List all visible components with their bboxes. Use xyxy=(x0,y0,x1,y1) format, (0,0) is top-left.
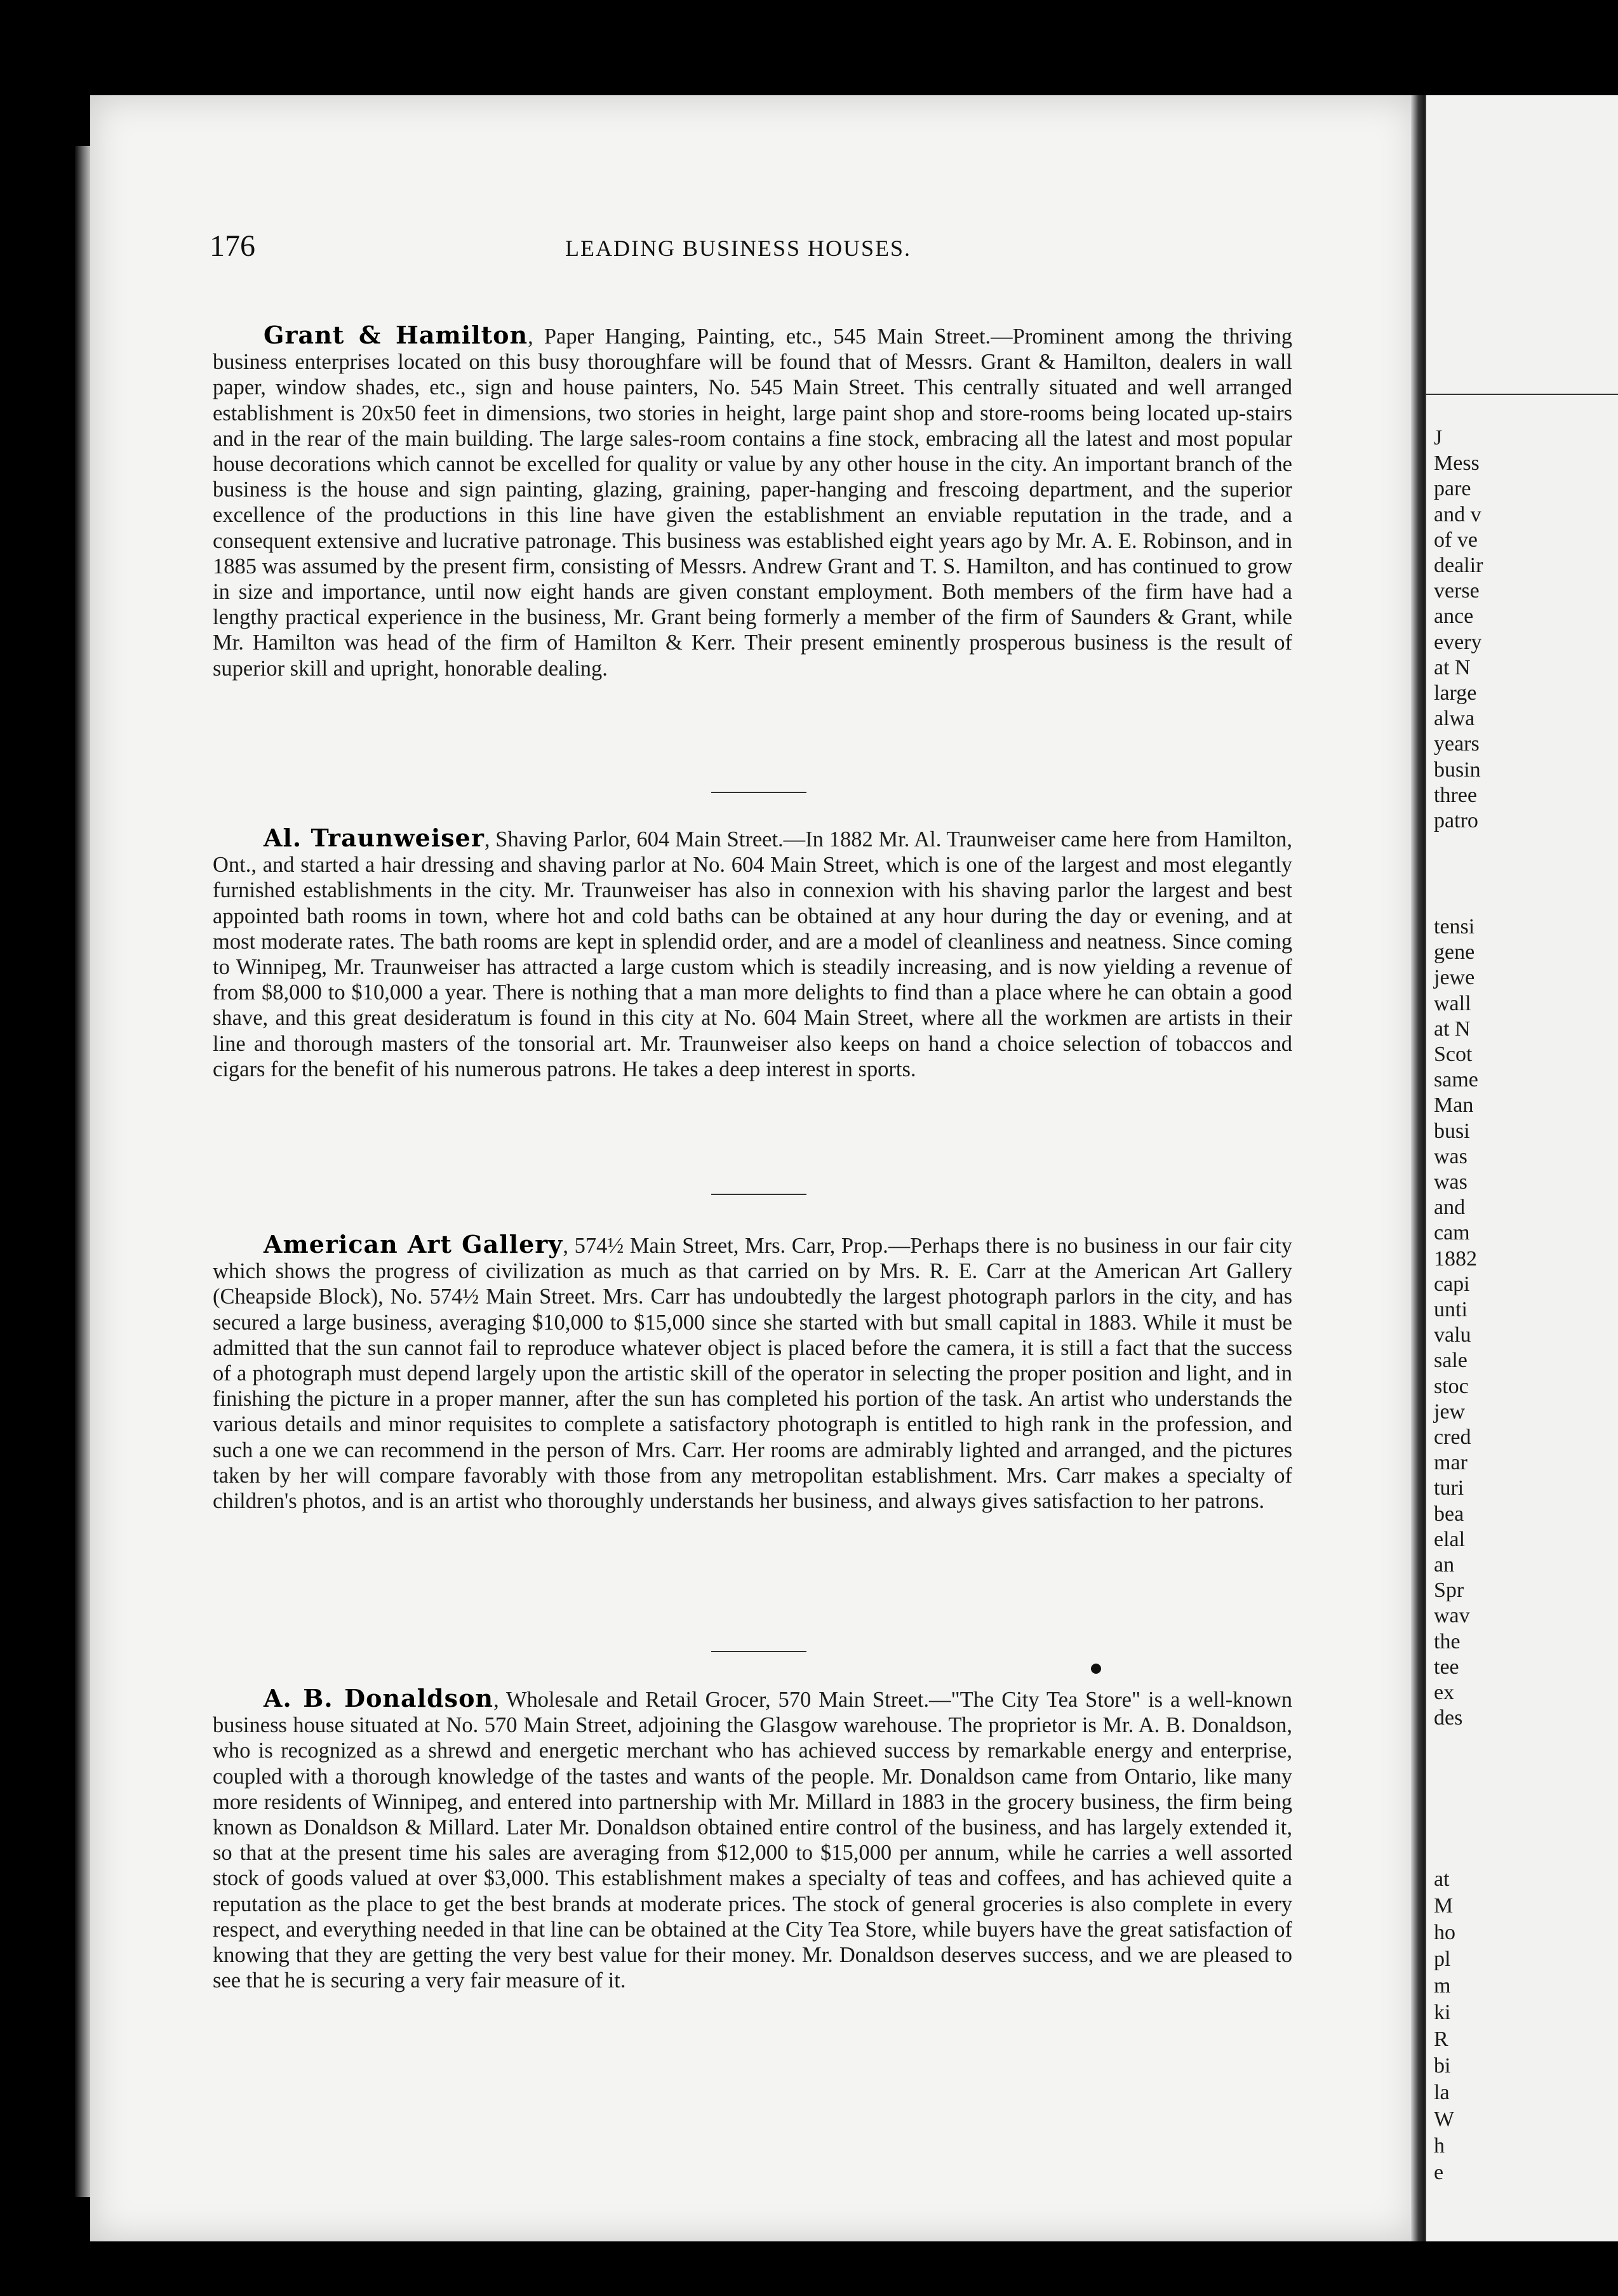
facing-page-fragment: verse xyxy=(1434,579,1480,603)
page-header xyxy=(210,229,1289,267)
entry-donaldson xyxy=(213,1686,1292,1993)
facing-page-fragment: la xyxy=(1434,2081,1450,2104)
facing-page-fragment: bi xyxy=(1434,2054,1451,2078)
facing-page-fragment: M xyxy=(1434,1894,1454,1918)
facing-page-fragment: at N xyxy=(1434,1017,1471,1041)
facing-page-fragment: valu xyxy=(1434,1323,1471,1347)
facing-page-fragment: m xyxy=(1434,1974,1451,1998)
facing-page-fragment: large xyxy=(1434,681,1477,705)
facing-page-fragment: ki xyxy=(1434,2001,1451,2024)
facing-page-fragment: dealir xyxy=(1434,554,1483,577)
facing-page-fragment: tee xyxy=(1434,1655,1459,1679)
entry-text: , 574½ Main Street, Mrs. Carr, Prop.—Perhaps there is no business in our fair city which shows the progress of civilization as much as that carried on by Mrs. R. E. Carr at the American Art Gallery (Cheapside Block), No. 574½ Main Street. Mrs. Carr has undoubtedly the largest photograph parlors in the city, and has secured a large business, averaging $10,000 to $15,000 since she started with but small capital in 1883. While it must be admitted that the sun cannot fail to reproduce whatever object is placed before the camera, it is still a fact that the success of a photograph must depend largely upon the artistic skill of the operator in selecting the proper position and light, and in finishing the picture in a proper manner, after the sun has completed his portion of the task. An artist who understands the various details and minor requisites to complete a satisfactory photograph is entitled to high rank in the profession, and such a one we can recommend in the person of Mrs. Carr. Her rooms are admirably lighted and arranged, and the pictures taken by her will compare favorably with those from any metropolitan establishment. Mrs. Carr makes a specialty of children's photos, and is an artist who thoroughly understands her business, and always gives satisfaction to her patrons. xyxy=(213,1234,1292,1514)
facing-page-fragment: the xyxy=(1434,1629,1461,1653)
entry-text: , Shaving Parlor, 604 Main Street.—In 1882 Mr. Al. Traunweiser came here from Hamilton, Ont., and started a hair dressing and shaving parlor at No. 604 Main Street, which is one of the largest and most elegantly furnished establishments in the city. Mr. Traunweiser has also in connexion with his shaving parlor the largest and best appointed bath rooms in town, where hot and cold baths can be obtained at any hour during the day or evening, and at most moderate rates. The bath rooms are kept in splendid order, and are a model of cleanliness and neatness. Since coming to Winnipeg, Mr. Traunweiser has attracted a large custom which is steadily increasing, and is now yielding a revenue of from $8,000 to $10,000 a year. There is nothing that a man more delights to find than a place where he can obtain a good shave, and this great desideratum is found in this city at No. 604 Main Street, where all the workmen are artists in their line and thorough masters of the tonsorial art. Mr. Traunweiser also keeps on hand a choice selection of tobaccos and cigars for the benefit of his numerous patrons. He takes a deep interest in sports. xyxy=(213,827,1292,1081)
facing-page-fragment: 1882 xyxy=(1434,1246,1477,1271)
page-number: 176 xyxy=(210,229,255,263)
facing-page-fragment: stoc xyxy=(1434,1374,1469,1398)
entry-name: Al. Traunweiser xyxy=(264,824,485,852)
entry-text: , Wholesale and Retail Grocer, 570 Main Street.—"The City Tea Store" is a well-known business house situated at No. 570 Main Street, adjoining the Glasgow warehouse. The proprietor is Mr. A. B. Donaldson, who is recognized as a shrewd and energetic merchant who has achieved success by remarkable energy and enterprise, coupled with a thorough knowledge of the tastes and wants of the people. Mr. Donaldson came from Ontario, like many more residents of Winnipeg, and entered into partnership with Mr. Millard in 1883 in the grocery business, the firm being known as Donaldson & Millard. Later Mr. Donaldson obtained entire control of the business, and has largely extended it, so that at the present time his sales are averaging from $12,000 to $15,000 per annum, while he carries a well assorted stock of goods valued at over $3,000. This establishment makes a specialty of teas and coffees, and has achieved quite a reputation as the place to get the best brands at moderate prices. The stock of general groceries is also complete in every respect, and everything needed in that line can be obtained at the City Tea Store, while buyers have the great satisfaction of knowing that they are getting the very best value for their money. Mr. Donaldson deserves success, and we are pleased to see that he is securing a very fair measure of it. xyxy=(213,1688,1292,1993)
facing-page-fragment: years xyxy=(1434,732,1480,756)
facing-page-fragment: an xyxy=(1434,1553,1455,1577)
facing-page-fragment: Spr xyxy=(1434,1578,1464,1603)
entry-name: A. B. Donaldson xyxy=(264,1684,494,1712)
facing-page-fragment: pare xyxy=(1434,477,1471,501)
facing-page-fragment: h xyxy=(1434,2134,1445,2158)
facing-page-fragment: pl xyxy=(1434,1947,1451,1971)
facing-page-fragment: alwa xyxy=(1434,707,1475,731)
facing-page-fragment: and v xyxy=(1434,502,1481,526)
facing-page-fragment: bea xyxy=(1434,1502,1464,1526)
facing-page-fragment: ance xyxy=(1434,604,1474,629)
divider xyxy=(711,1651,806,1652)
facing-page-fragment: sale xyxy=(1434,1349,1468,1373)
facing-page-fragment: cam xyxy=(1434,1221,1470,1245)
divider xyxy=(711,792,806,793)
facing-page-fragment: gene xyxy=(1434,940,1475,964)
entry-text: , Paper Hanging, Painting, etc., 545 Main Street.—Prominent among the thriving business enterprises located on this busy thoroughfare will be found that of Messrs. Grant & Hamilton, dealers in wall paper, window shades, etc., sign and house painters, No. 545 Main Street. This centrally situated and well arranged establishment is 20x50 feet in dimensions, two stories in height, large paint shop and store-rooms being located up-stairs and in the rear of the main building. The large sales-room contains a fine stock, embracing all the latest and most popular house decorations which cannot be excelled for quality or value by any other house in the city. An important branch of the business is the house and sign painting, glazing, graining, paper-hanging and frescoing department, and the superior excellence of the productions in this line have given the establishment an enviable reputation in the trade, and a consequent extensive and lucrative patronage. This business was established eight years ago by Mr. A. E. Robinson, and in 1885 was assumed by the present firm, consisting of Messrs. Andrew Grant and T. S. Hamilton, and has continued to grow in size and importance, until now eight hands are given constant employment. Both members of the firm have had a lengthy practical experience in the business, Mr. Grant being formerly a member of the firm of Saunders & Grant, while Mr. Hamilton was head of the firm of Hamilton & Kerr. Their present eminently prosperous business is the result of superior skill and upright, honorable dealing. xyxy=(213,324,1292,681)
facing-page-fragment: busi xyxy=(1434,1119,1470,1143)
facing-page-fragment: every xyxy=(1434,630,1482,654)
page-edge-shadow xyxy=(75,146,90,2197)
facing-page-fragment: ho xyxy=(1434,1921,1455,1944)
facing-page-fragment: at N xyxy=(1434,655,1471,679)
facing-page-fragment: ex xyxy=(1434,1681,1455,1704)
facing-page-fragment: J xyxy=(1434,426,1443,450)
facing-page-fragment: and xyxy=(1434,1196,1466,1220)
facing-page-fragment: three xyxy=(1434,783,1477,807)
facing-page-fragment: jewe xyxy=(1434,966,1475,990)
facing-page-fragment: of ve xyxy=(1434,528,1478,552)
facing-page-fragment: jew xyxy=(1434,1399,1466,1424)
facing-page-fragment: busin xyxy=(1434,758,1481,782)
facing-page-fragment: des xyxy=(1434,1706,1463,1730)
facing-page-fragment: mar xyxy=(1434,1451,1468,1475)
facing-page-fragment: R xyxy=(1434,2027,1448,2051)
facing-page xyxy=(1426,95,1618,2241)
facing-page-fragment: W xyxy=(1434,2107,1455,2131)
facing-page-fragment: tensi xyxy=(1434,915,1475,938)
facing-page-fragment: was xyxy=(1434,1144,1468,1168)
facing-page-fragment: elal xyxy=(1434,1527,1466,1551)
ink-dot xyxy=(1091,1664,1101,1674)
divider xyxy=(711,1194,806,1195)
entry-traunweiser xyxy=(213,825,1292,1082)
facing-page-fragment: wall xyxy=(1434,991,1471,1015)
running-head: LEADING BUSINESS HOUSES. xyxy=(565,236,912,261)
facing-page-fragment: e xyxy=(1434,2161,1444,2184)
facing-page-fragment: same xyxy=(1434,1068,1478,1092)
entry-grant-hamilton xyxy=(213,323,1292,681)
facing-page-fragment: Man xyxy=(1434,1093,1474,1118)
facing-page-rule xyxy=(1426,394,1618,395)
facing-page-fragment: Scot xyxy=(1434,1043,1473,1066)
facing-page-fragment: was xyxy=(1434,1170,1468,1194)
facing-page-fragment: at xyxy=(1434,1867,1450,1891)
entry-name: American Art Gallery xyxy=(264,1230,563,1258)
facing-page-fragment: turi xyxy=(1434,1476,1464,1500)
facing-page-fragment: wav xyxy=(1434,1604,1470,1628)
facing-page-fragment: cred xyxy=(1434,1425,1471,1449)
facing-page-fragment: Mess xyxy=(1434,451,1480,476)
facing-page-fragment: unti xyxy=(1434,1298,1468,1321)
facing-page-fragment: patro xyxy=(1434,809,1478,832)
entry-american-art-gallery xyxy=(213,1232,1292,1514)
facing-page-fragment: capi xyxy=(1434,1272,1470,1296)
entry-name: Grant & Hamilton xyxy=(264,321,528,349)
